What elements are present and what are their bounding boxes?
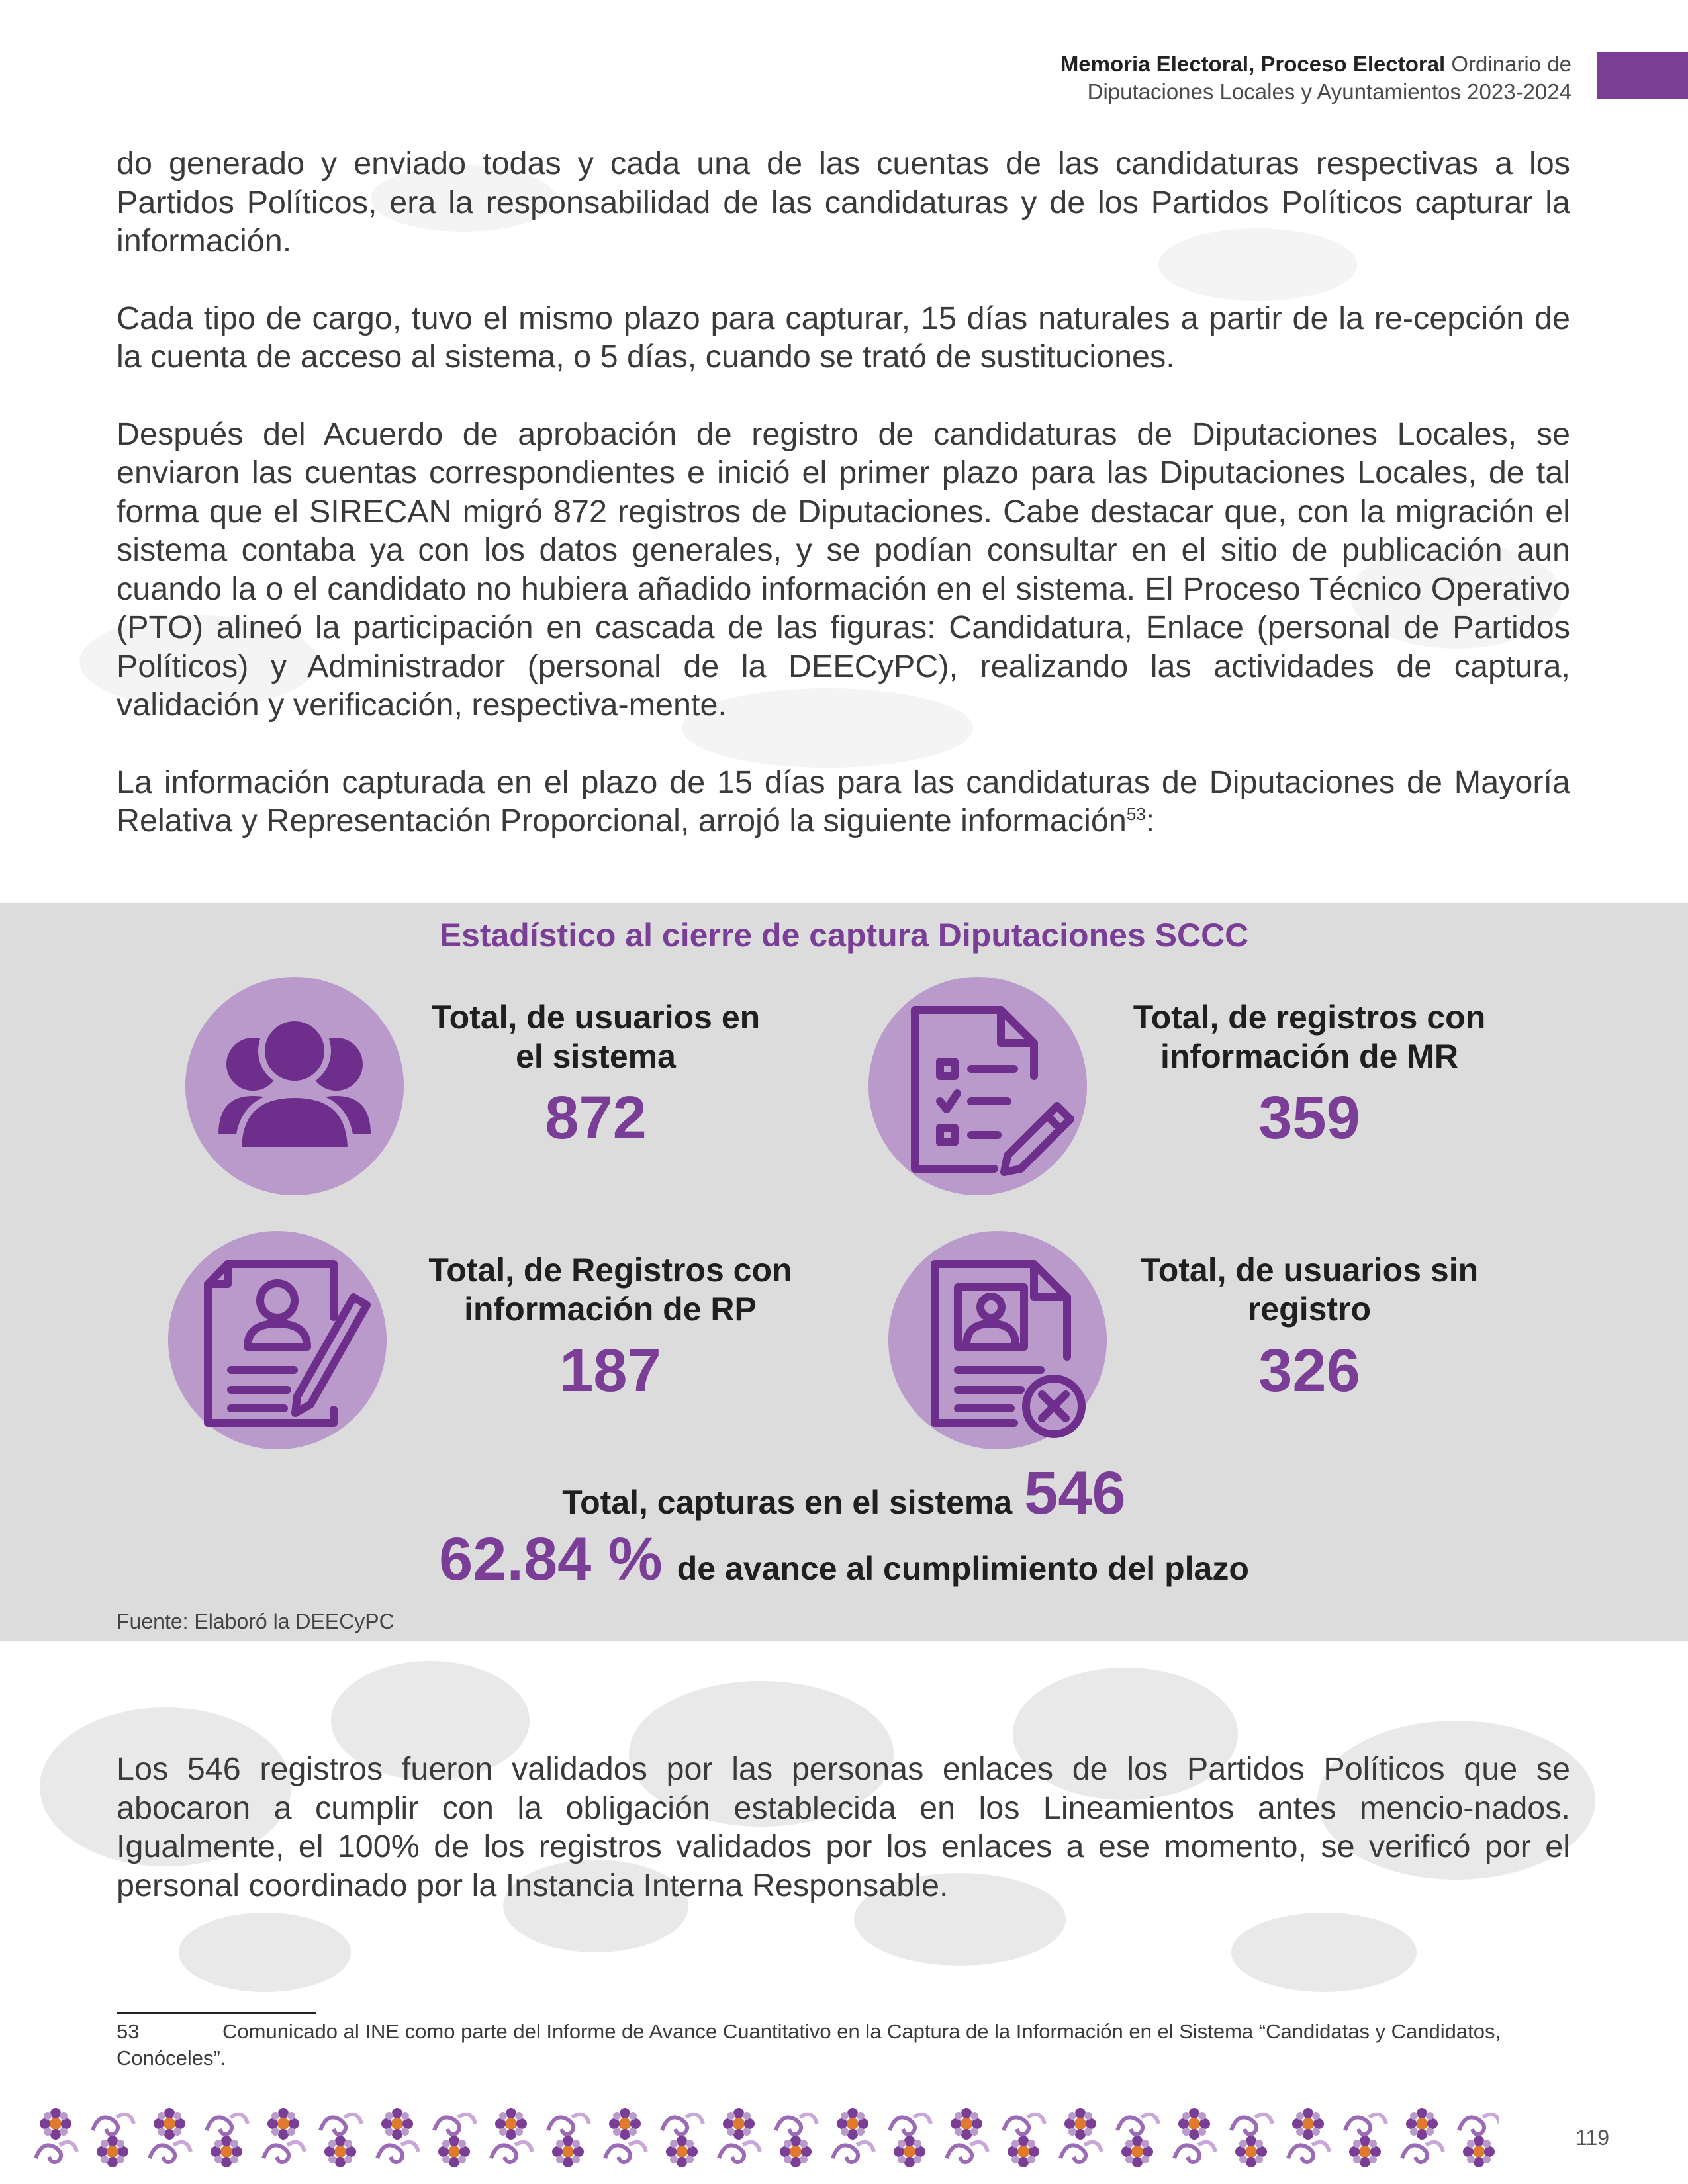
embroidery-curl [605, 2142, 646, 2162]
header-title-bold: Memoria Electoral, Proceso Electoral [1060, 52, 1446, 76]
embroidery-flower [1292, 2108, 1324, 2140]
embroidery-flower [609, 2108, 641, 2140]
embroidery-curl [947, 2142, 988, 2162]
embroidery-flower [951, 2108, 982, 2140]
progress-percent-value: 62.84 % [439, 1525, 663, 1593]
embroidery-curl [1231, 2115, 1272, 2134]
progress-percent-line [0, 1525, 1688, 1594]
body-text-upper [117, 144, 1570, 879]
infographic-title: Estadístico al cierre de captura Diputaciones SCCC [439, 917, 1249, 954]
embroidery-flower [1406, 2108, 1438, 2140]
footnote-number: 53 [117, 2020, 140, 2043]
embroidery-curl [93, 2115, 134, 2134]
paragraph-4-text: La información capturada en el plazo de 15 días para las candidaturas de Diputaciones de Mayoría Relativa y Representación Proporcional, arrojó la siguiente información [117, 764, 1570, 839]
embroidery-flower [324, 2136, 356, 2167]
stat-mr-records-label-1: Total, de registros con [1133, 999, 1486, 1036]
stat-rp-records-label-2: información de RP [464, 1291, 757, 1328]
embroidery-flower [1008, 2136, 1039, 2167]
footnote-text: Comunicado al INE como parte del Informe de Avance Cuantitativo en la Captura de la Información en el Sistema “Candidatas y Candidatos, Conóceles”. [117, 2020, 1501, 2070]
stat-users-without-record-value: 326 [1258, 1337, 1360, 1404]
embroidery-curl [719, 2142, 760, 2162]
stat-rp-records [372, 1251, 849, 1407]
paragraph-3: Después del Acuerdo de aprobación de registro de candidaturas de Diputaciones Locales, se enviaron las cuentas correspondientes e inició el primer plazo para las Diputaciones Locales, de tal forma que el SIRECAN migró 872 registros de Diputaciones. Cabe destacar que, con la migración el sistema contaba ya con los datos generales, y se podían consultar en el sitio de publicación aun cuando la o el candidato no hubiera añadido información en el sistema. El Proceso Técnico Operativo (PTO) alineó la participación en cascada de las figuras: Candidatura, Enlace (personal de Partidos Políticos) y Administrador (personal de la DEECyPC), realizando las actividades de captura, validación y verificación, respectiva-mente. [117, 416, 1570, 723]
total-captures-label: Total, capturas en el sistema [562, 1484, 1013, 1521]
footnote-reference[interactable]: 53 [1126, 803, 1146, 824]
embroidery-curl [548, 2115, 589, 2134]
checklist-pencil-icon [868, 977, 1087, 1195]
total-captures-line [0, 1459, 1688, 1528]
embroidery-curl [150, 2142, 191, 2162]
embroidery-curl [263, 2142, 305, 2162]
embroidery-flower [1064, 2108, 1096, 2140]
stat-users-total-label-1: Total, de usuarios en [431, 999, 761, 1036]
stat-users-without-record [1071, 1251, 1548, 1407]
body-text-lower [117, 1750, 1570, 1943]
page-number: 119 [1575, 2126, 1610, 2150]
embroidery-flower [1235, 2136, 1267, 2167]
embroidery-curl [1459, 2115, 1499, 2134]
header-subtitle: Diputaciones Locales y Ayuntamientos 2023-2024 [1087, 79, 1571, 104]
paragraph-1: do generado y enviado todas y cada una de las cuentas de las candidaturas respectivas a los Partidos Políticos, era la responsabilidad de las candidaturas y de los Partidos Políticos capturar la información. [117, 146, 1570, 259]
stat-mr-records-value: 359 [1258, 1084, 1360, 1152]
stat-users-total-label-2: el sistema [516, 1038, 676, 1075]
footnote [117, 2019, 1570, 2071]
stat-rp-records-label-1: Total, de Registros con [428, 1251, 792, 1289]
paragraph-2: Cada tipo de cargo, tuvo el mismo plazo para capturar, 15 días naturales a partir de la re-cepción de la cuenta de acceso al sistema, o 5 días, cuando se trató de sustituciones. [117, 300, 1570, 375]
embroidery-flower [495, 2108, 527, 2140]
progress-percent-label: de avance al cumplimiento del plazo [677, 1550, 1249, 1587]
infographic-source: Fuente: Elaboró la DEECyPC [117, 1610, 395, 1633]
embroidery-curl [662, 2115, 703, 2134]
embroidery-flower [1463, 2136, 1495, 2167]
embroidery-flower [1121, 2136, 1153, 2167]
embroidery-flower [154, 2108, 185, 2140]
embroidery-flower [780, 2136, 812, 2167]
embroidery-curl [1060, 2142, 1102, 2162]
embroidery-curl [833, 2142, 874, 2162]
running-header [1060, 50, 1571, 106]
embroidery-curl [491, 2142, 532, 2162]
embroidery-curl [1402, 2142, 1443, 2162]
embroidery-flower [267, 2108, 299, 2140]
embroidery-flower [97, 2136, 128, 2167]
stat-users-without-record-label-2: registro [1247, 1291, 1372, 1328]
embroidery-flower [1349, 2136, 1381, 2167]
embroidery-curl [207, 2115, 248, 2134]
decorative-embroidery-border [29, 2108, 1499, 2167]
embroidery-flower [211, 2136, 242, 2167]
embroidery-flower [837, 2108, 868, 2140]
embroidery-curl [320, 2115, 361, 2134]
stat-mr-records-label-2: información de MR [1160, 1038, 1459, 1075]
embroidery-flower [552, 2136, 584, 2167]
stat-users-total-value: 872 [545, 1084, 647, 1152]
profile-document-pencil-icon [168, 1231, 387, 1449]
stat-rp-records-value: 187 [559, 1337, 661, 1404]
paragraph-5: Los 546 registros fueron validados por las personas enlaces de los Partidos Políticos que se abocaron a cumplir con la obligación establecida en los Lineamientos antes mencio-nados. Igualmente, el 100% de los registros validados por los enlaces a ese momento, se verificó por el personal coordinado por la Instancia Interna Responsable. [117, 1751, 1570, 1903]
embroidery-curl [1117, 2115, 1158, 2134]
header-color-tab [1597, 52, 1688, 99]
header-title-rest: Ordinario de [1451, 52, 1571, 76]
embroidery-flower [894, 2136, 925, 2167]
total-captures-value: 546 [1024, 1459, 1126, 1527]
embroidery-curl [434, 2115, 475, 2134]
embroidery-curl [36, 2142, 77, 2162]
embroidery-curl [1174, 2142, 1215, 2162]
embroidery-flower [40, 2108, 71, 2140]
statistics-infographic [0, 903, 1688, 1641]
embroidery-curl [890, 2115, 931, 2134]
embroidery-curl [776, 2115, 817, 2134]
paragraph-4 [117, 763, 1570, 841]
embroidery-curl [1345, 2115, 1386, 2134]
embroidery-flower [1178, 2108, 1210, 2140]
stat-users-without-record-label-1: Total, de usuarios sin [1140, 1251, 1479, 1289]
embroidery-flower [381, 2108, 413, 2140]
embroidery-curl [1288, 2142, 1329, 2162]
embroidery-flower [666, 2136, 698, 2167]
footnote-rule [117, 2012, 316, 2014]
embroidery-flower [723, 2108, 755, 2140]
stat-users-total [357, 998, 834, 1154]
embroidery-curl [377, 2142, 418, 2162]
embroidery-curl [1004, 2115, 1045, 2134]
stat-mr-records [1071, 998, 1548, 1154]
embroidery-flower [438, 2136, 470, 2167]
paragraph-4-end: : [1145, 803, 1155, 839]
